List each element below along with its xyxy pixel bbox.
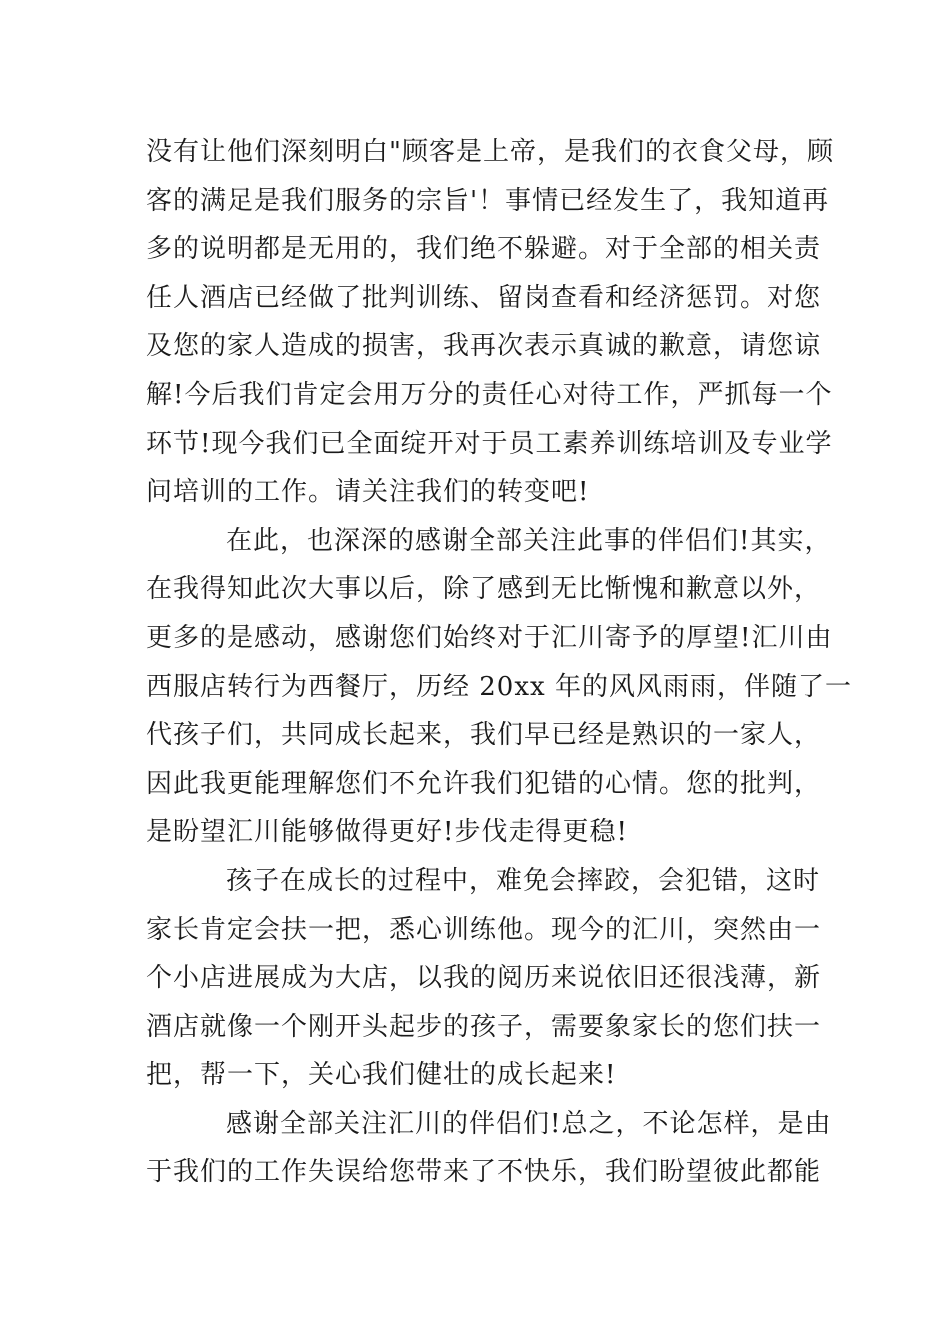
text-line: 解!今后我们肯定会用万分的责任心对待工作，严抓每一个: [146, 379, 833, 410]
text-line: 是盼望汇川能够做得更好!步伐走得更稳!: [146, 817, 628, 848]
text-line: 把，帮一下，关心我们健壮的成长起来!: [146, 1060, 617, 1091]
paragraph-2: [146, 517, 852, 857]
document-body: [146, 128, 852, 1197]
text-line: 多的说明都是无用的，我们绝不躲避。对于全部的相关责: [146, 234, 822, 265]
text-line: 及您的家人造成的损害，我再次表示真诚的歉意，请您谅: [146, 331, 822, 362]
text-line: 没有让他们深刻明白"顾客是上帝，是我们的衣食父母，顾: [146, 137, 834, 167]
text-line: 个小店进展成为大店，以我的阅历来说依旧还很浅薄，新: [146, 963, 822, 994]
paragraph-1: [146, 128, 834, 517]
paragraph-3: [146, 857, 822, 1100]
text-line: 代孩子们，共同成长起来，我们早已经是熟识的一家人，: [146, 720, 822, 751]
text-line: 客的满足是我们服务的宗旨'！事情已经发生了，我知道再: [146, 185, 830, 216]
paragraph-4: [146, 1100, 832, 1197]
text-line: 任人酒店已经做了批判训练、留岗查看和经济惩罚。对您: [146, 282, 822, 313]
text-line: 因此我更能理解您们不允许我们犯错的心情。您的批判，: [146, 768, 822, 799]
text-line: 在此，也深深的感谢全部关注此事的伴侣们!其实，: [226, 525, 832, 556]
text-line: 孩子在成长的过程中，难免会摔跤，会犯错，这时: [226, 865, 821, 896]
text-line: 感谢全部关注汇川的伴侣们!总之，不论怎样，是由: [226, 1108, 832, 1139]
text-line: 问培训的工作。请关注我们的转变吧!: [146, 477, 590, 508]
text-line: 西服店转行为西餐厅，历经 20xx 年的风风雨雨，伴随了一: [146, 671, 852, 702]
text-line: 酒店就像一个刚开头起步的孩子，需要象家长的您们扶一: [146, 1011, 822, 1042]
text-line: 于我们的工作失误给您带来了不快乐，我们盼望彼此都能: [146, 1157, 822, 1188]
text-line: 更多的是感动，感谢您们始终对于汇川寄予的厚望!汇川由: [146, 622, 833, 653]
text-line: 环节!现今我们已全面绽开对于员工素养训练培训及专业学: [146, 428, 833, 459]
text-line: 家长肯定会扶一把，悉心训练他。现今的汇川，突然由一: [146, 914, 822, 945]
text-line: 在我得知此次大事以后，除了感到无比惭愧和歉意以外，: [146, 574, 822, 605]
